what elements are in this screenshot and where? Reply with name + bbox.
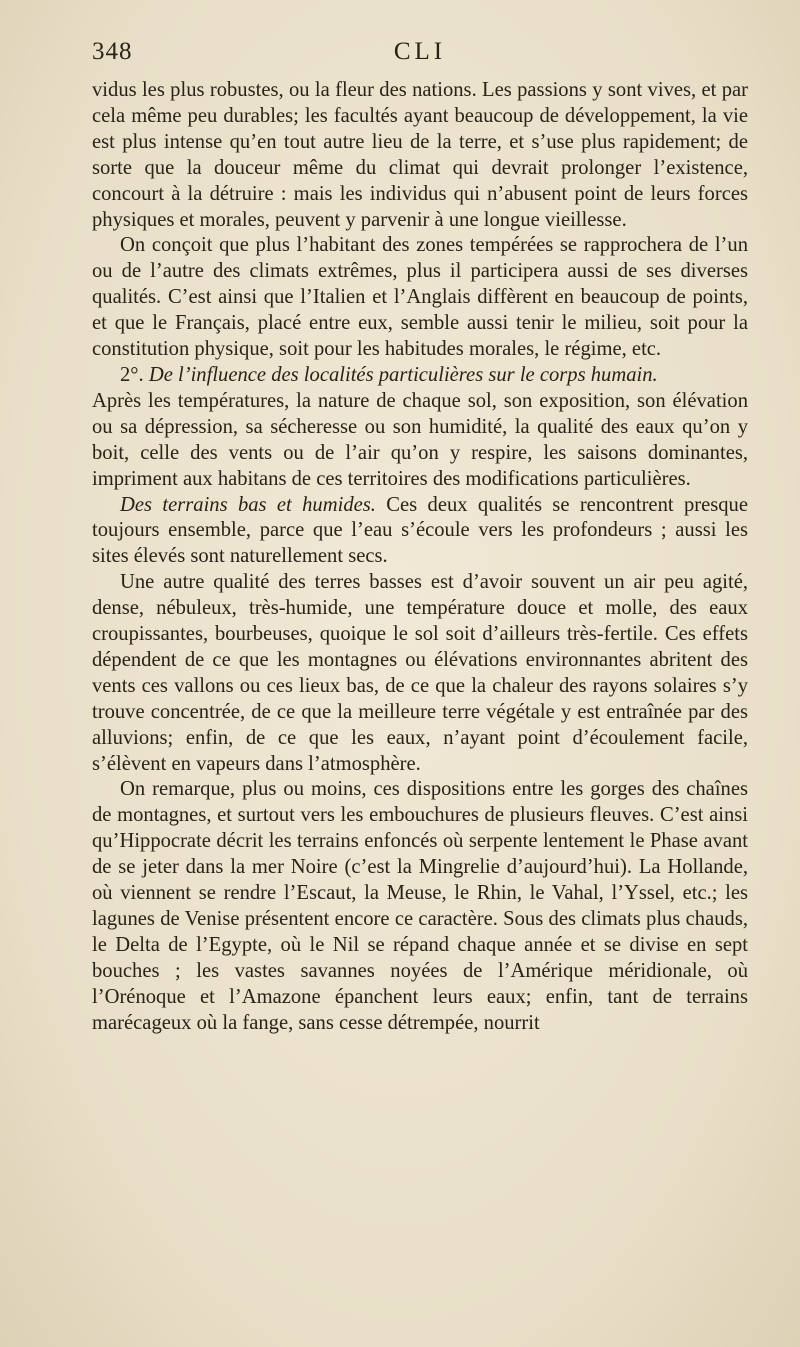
paragraph: vidus les plus robustes, ou la fleur des nations. Les passions y sont vives, et par cela même peu durables; les facultés ayant beaucoup de développement, la vie est plus intense qu’en tout autre lieu de la terre, et s’use plus rapidement; de sorte que la douceur même du climat qui devrait prolonger l’existence, concourt à la détruire : mais les individus qui n’abusent point de leurs forces physiques et morales, peuvent y parvenir à une longue vieillesse. bbox=[92, 79, 748, 231]
page-header bbox=[92, 38, 748, 78]
subsection-title: Des terrains bas et humides. bbox=[120, 493, 376, 516]
paragraph: On remarque, plus ou moins, ces dispositions entre les gorges des chaînes de montagnes, et surtout vers les embouchures de plusieurs fleuves. C’est ainsi qu’Hippocrate décrit les terrains enfoncés où serpente lentement le Phase avant de se jeter dans la mer Noire (c’est la Mingrelie d’aujourd’hui). La Hollande, où viennent se rendre l’Escaut, la Meuse, le Rhin, le Vahal, l’Yssel, etc.; les lagunes de Venise présentent encore ce caractère. Sous des climats plus chauds, le Delta de l’Egypte, où le Nil se répand chaque année et se divise en sept bouches ; les vastes savannes noyées de l’Amérique méridionale, où l’Orénoque et l’Amazone épanchent leurs eaux; enfin, tant de terrains marécageux où la fange, sans cesse détrempée, nourrit bbox=[92, 778, 748, 1034]
page-number: 348 bbox=[92, 38, 133, 65]
section-title: De l’influence des localités particulières sur le corps humain. bbox=[148, 363, 658, 386]
section-heading bbox=[92, 363, 748, 389]
body-text bbox=[92, 78, 748, 1037]
paragraph: Après les températures, la nature de chaque sol, son exposition, son élévation ou sa dépression, sa sécheresse ou son humidité, la qualité des eaux qu’on y boit, celle des vents ou de l’air qu’on y respire, les saisons dominantes, impriment aux habitans de ces territoires des modifications particulières. bbox=[92, 389, 748, 490]
section-number: 2°. bbox=[120, 363, 144, 386]
paragraph-text: Ces deux qualités se rencontrent presque toujours ensemble, parce que l’eau s’écoule vers les profondeurs ; aussi les sites élevés sont naturellement secs. bbox=[92, 493, 748, 568]
paragraph bbox=[92, 493, 748, 571]
running-head: CLI bbox=[393, 38, 447, 65]
paragraph: Une autre qualité des terres basses est d’avoir souvent un air peu agité, dense, nébuleux, très-humide, une température douce et molle, des eaux croupissantes, bourbeuses, quoique le sol soit d’ailleurs très-fertile. Ces effets dépendent de ce que les montagnes ou élévations environnantes abritent des vents ces vallons ou ces lieux bas, de ce que la chaleur des rayons solaires s’y trouve concentrée, de ce que la meilleure terre végétale y est entraînée par des alluvions; enfin, de ce que les eaux, n’ayant point d’écoulement facile, s’élèvent en vapeurs dans l’atmosphère. bbox=[92, 571, 748, 775]
paragraph: On conçoit que plus l’habitant des zones tempérées se rapprochera de l’un ou de l’autre des climats extrêmes, plus il participera aussi de ses diverses qualités. C’est ainsi que l’Italien et l’Anglais diffèrent en beaucoup de points, et que le Français, placé entre eux, semble aussi tenir le milieu, soit pour la constitution physique, soit pour les habitudes morales, le régime, etc. bbox=[92, 234, 748, 361]
